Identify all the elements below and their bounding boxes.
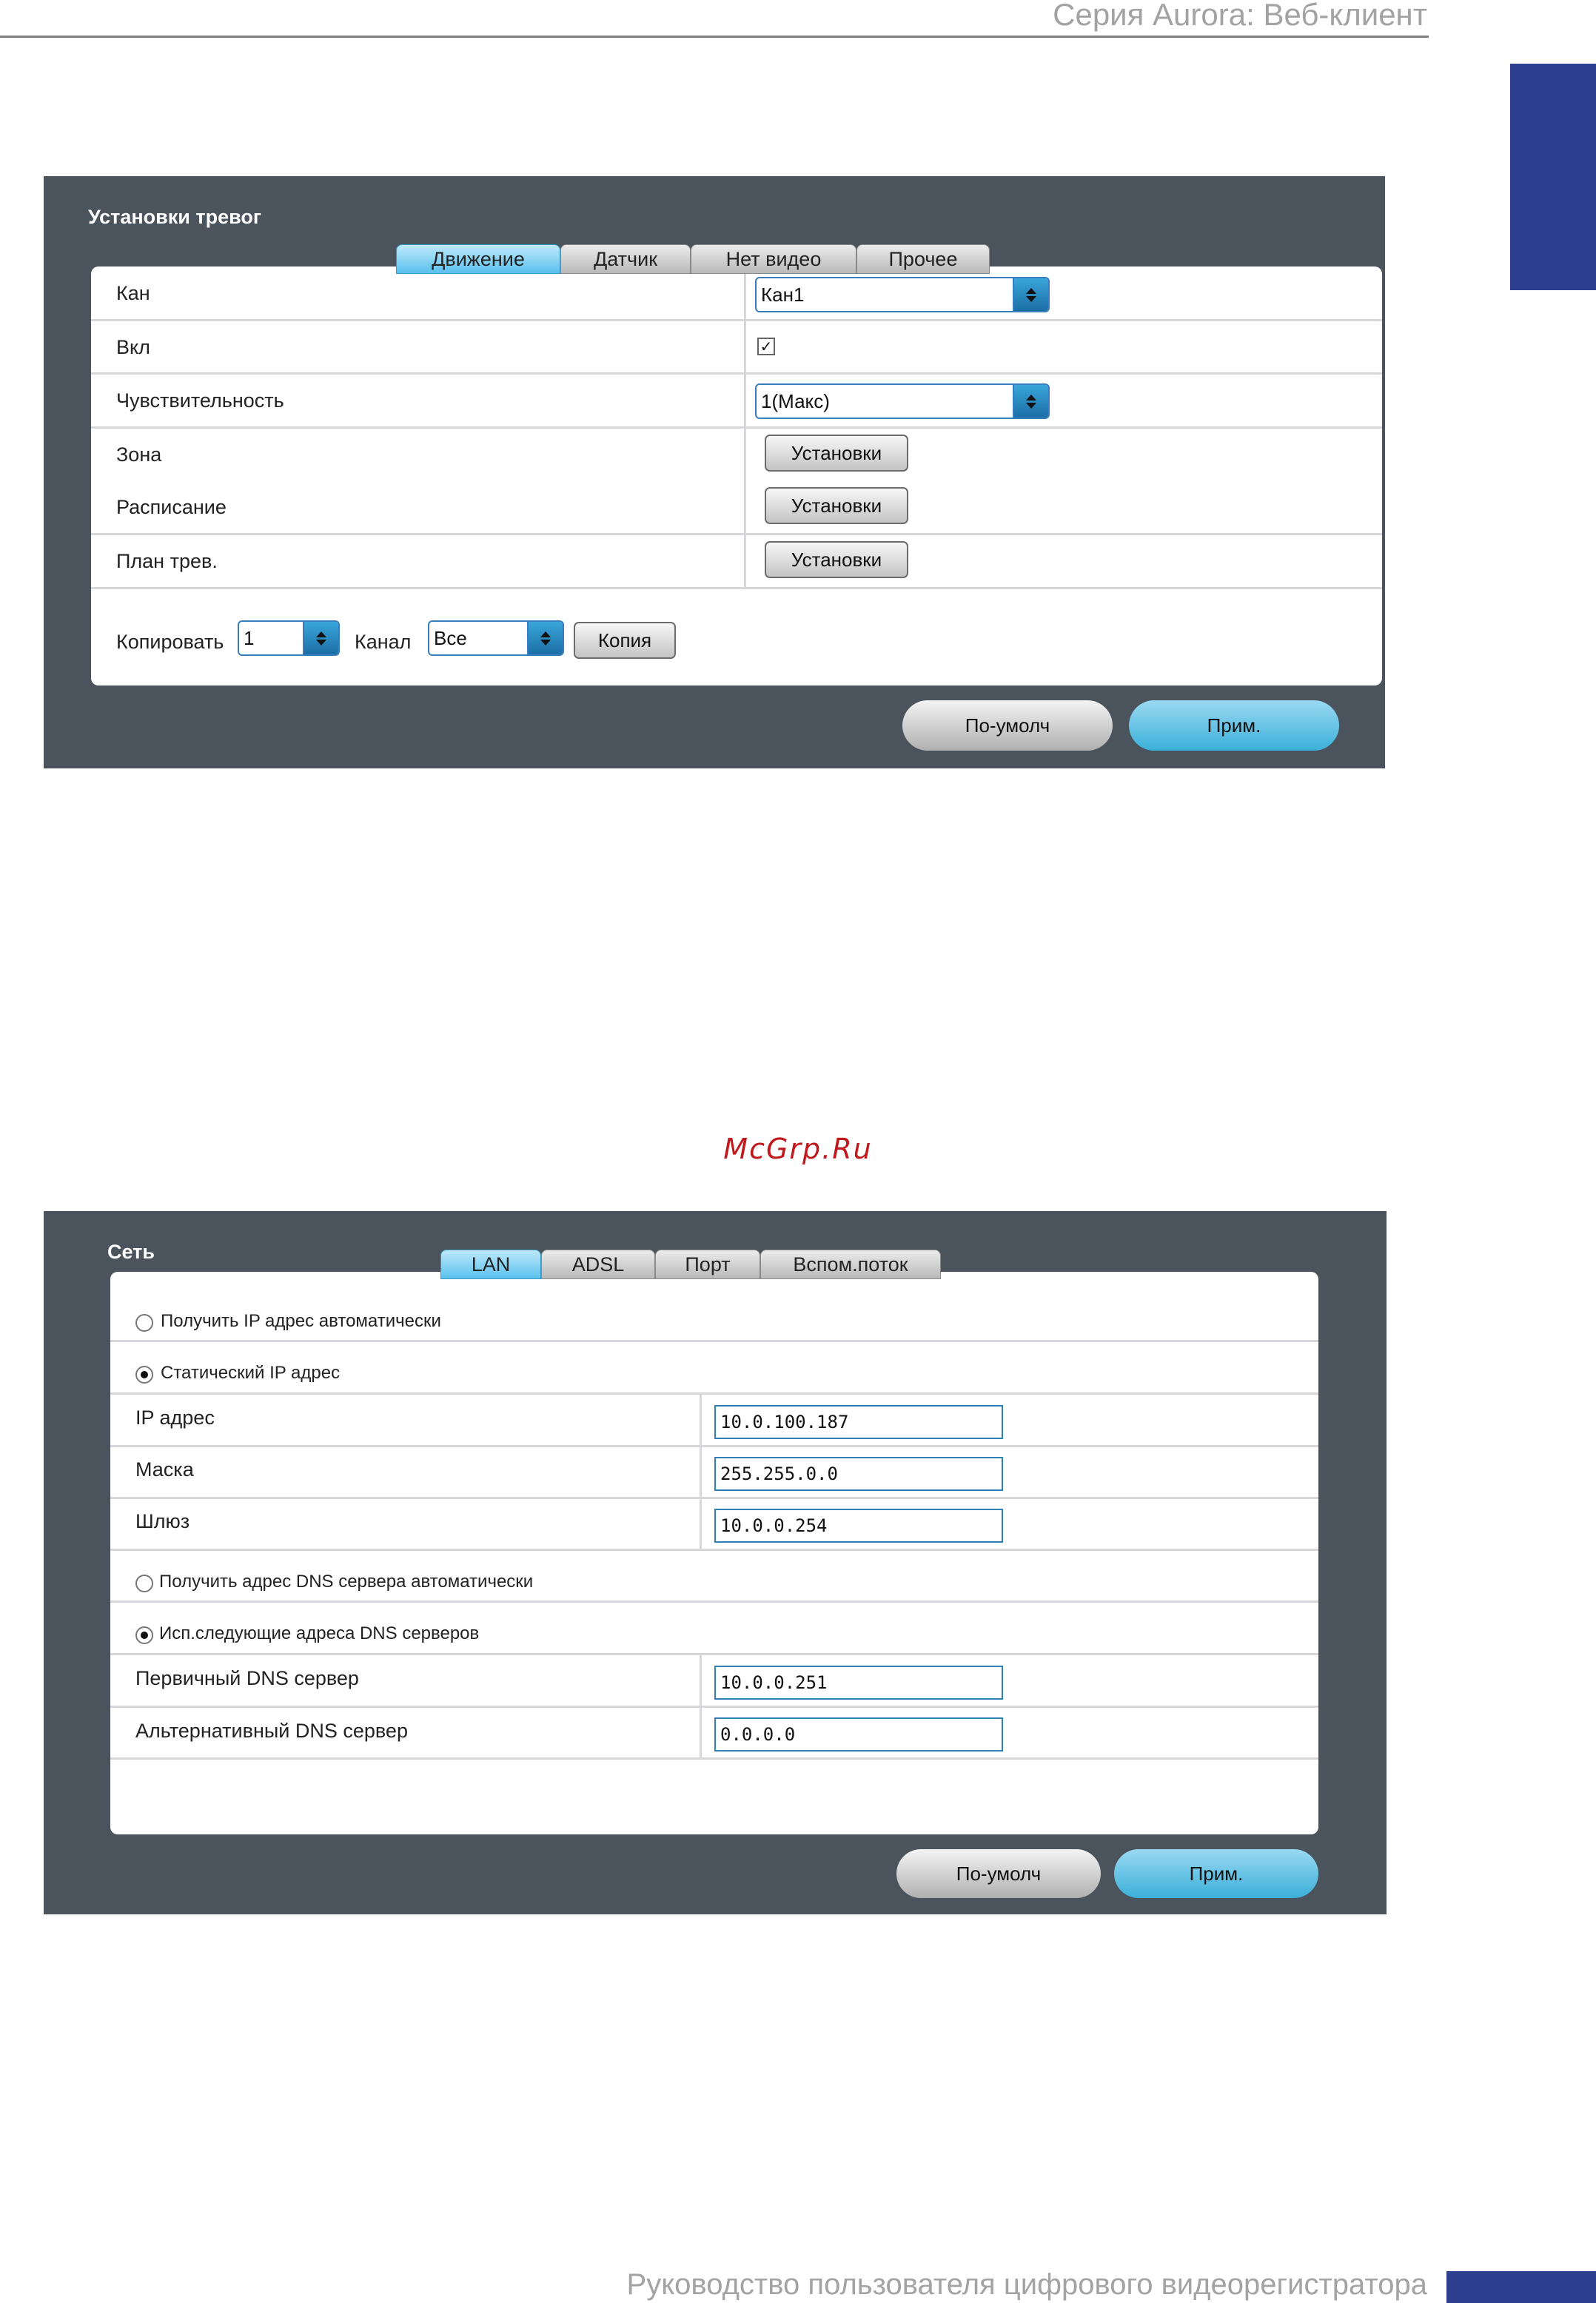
row-divider: [110, 1392, 1318, 1395]
dns-auto-radio[interactable]: [135, 1575, 153, 1592]
dns-manual-radio[interactable]: [135, 1626, 153, 1644]
row-divider: [110, 1600, 1318, 1603]
ip-auto-radio[interactable]: [135, 1314, 153, 1332]
row-divider: [110, 1549, 1318, 1551]
ip-address-input[interactable]: 10.0.100.187: [714, 1405, 1003, 1439]
alarm-panel-body: [91, 266, 1382, 685]
copy-source-value: 1: [244, 626, 255, 649]
row-divider: [110, 1653, 1318, 1655]
default-button[interactable]: По-умолч: [902, 700, 1113, 751]
column-divider: [744, 266, 746, 587]
header-rule: [0, 36, 1429, 38]
channel-select-value: Кан1: [761, 283, 805, 306]
dns-manual-label: Исп.следующие адреса DNS серверов: [159, 1623, 480, 1643]
network-tabs: [440, 1250, 941, 1281]
apply-button[interactable]: Прим.: [1129, 700, 1339, 751]
zone-setup-button[interactable]: Установки: [765, 435, 908, 472]
document-footer-title: Руководство пользователя цифрового видеорегистратора: [626, 2268, 1427, 2301]
gateway-input[interactable]: 10.0.0.254: [714, 1509, 1003, 1543]
row-divider: [91, 426, 1382, 429]
sensitivity-label: Чувствительность: [116, 389, 284, 412]
dns-auto-label: Получить адрес DNS сервера автоматически: [159, 1572, 534, 1592]
watermark: McGrp.Ru: [723, 1133, 873, 1165]
document-header-title: Серия Aurora: Веб-клиент: [1053, 0, 1427, 32]
ip-static-label: Статический IP адрес: [161, 1363, 341, 1383]
subnet-mask-input[interactable]: 255.255.0.0: [714, 1457, 1003, 1491]
gateway-label: Шлюз: [135, 1510, 190, 1532]
tab-no-video[interactable]: Нет видео: [691, 244, 856, 274]
ip-auto-label: Получить IP адрес автоматически: [161, 1311, 441, 1331]
tab-lan[interactable]: LAN: [440, 1250, 541, 1279]
row-divider: [91, 533, 1382, 535]
spinner-arrows-icon[interactable]: [1013, 385, 1048, 418]
spinner-arrows-icon[interactable]: [1013, 278, 1048, 311]
column-divider: [700, 1653, 702, 1757]
dns-primary-label: Первичный DNS сервер: [135, 1667, 359, 1689]
copy-label: Копировать: [116, 631, 224, 653]
apply-button[interactable]: Прим.: [1114, 1849, 1318, 1898]
spinner-arrows-icon[interactable]: [303, 622, 338, 654]
section-side-tab: [1510, 64, 1596, 290]
row-divider: [110, 1340, 1318, 1342]
tab-sensor[interactable]: Датчик: [560, 244, 691, 274]
alarm-settings-panel: [44, 176, 1385, 768]
row-divider: [91, 372, 1382, 375]
row-divider: [110, 1497, 1318, 1499]
channel-label: Кан: [116, 282, 150, 304]
tab-motion[interactable]: Движение: [396, 244, 560, 274]
row-divider: [110, 1706, 1318, 1708]
alarm-plan-label: План трев.: [116, 550, 218, 572]
subnet-mask-label: Маска: [135, 1458, 194, 1481]
copy-button[interactable]: Копия: [574, 622, 676, 659]
zone-label: Зона: [116, 443, 162, 466]
row-divider: [110, 1445, 1318, 1447]
network-settings-panel: [44, 1211, 1387, 1914]
copy-target-select[interactable]: [428, 620, 564, 656]
copy-source-select[interactable]: [238, 620, 340, 656]
tab-port[interactable]: Порт: [655, 1250, 760, 1279]
tab-adsl[interactable]: ADSL: [541, 1250, 655, 1279]
radio-selected-dot: [141, 1632, 148, 1639]
enable-label: Вкл: [116, 336, 150, 358]
column-divider: [700, 1392, 702, 1549]
sensitivity-select-value: 1(Макс): [761, 389, 830, 412]
radio-selected-dot: [141, 1371, 148, 1378]
tab-substream[interactable]: Вспом.поток: [760, 1250, 941, 1279]
tab-other[interactable]: Прочее: [856, 244, 990, 274]
dns-alternate-input[interactable]: 0.0.0.0: [714, 1717, 1003, 1751]
network-panel-body: [110, 1272, 1318, 1834]
footer-page-block: [1446, 2271, 1596, 2303]
schedule-label: Расписание: [116, 496, 227, 518]
spinner-arrows-icon[interactable]: [527, 622, 563, 654]
channel-select[interactable]: [755, 277, 1050, 312]
row-divider: [110, 1757, 1318, 1760]
row-divider: [91, 587, 1382, 589]
alarm-panel-title: Установки тревог: [88, 206, 262, 228]
copy-channel-label: Канал: [355, 631, 412, 653]
alarm-plan-setup-button[interactable]: Установки: [765, 541, 908, 578]
dns-alternate-label: Альтернативный DNS сервер: [135, 1720, 408, 1742]
dns-primary-input[interactable]: 10.0.0.251: [714, 1666, 1003, 1700]
network-panel-title: Сеть: [107, 1241, 155, 1263]
sensitivity-select[interactable]: [755, 383, 1050, 419]
row-divider: [91, 319, 1382, 321]
schedule-setup-button[interactable]: Установки: [765, 487, 908, 524]
enable-checkbox[interactable]: ✓: [757, 338, 775, 355]
alarm-tabs: [396, 244, 990, 275]
ip-static-radio[interactable]: [135, 1366, 153, 1384]
ip-address-label: IP адрес: [135, 1407, 215, 1429]
default-button[interactable]: По-умолч: [896, 1849, 1101, 1898]
copy-target-value: Все: [434, 626, 467, 649]
